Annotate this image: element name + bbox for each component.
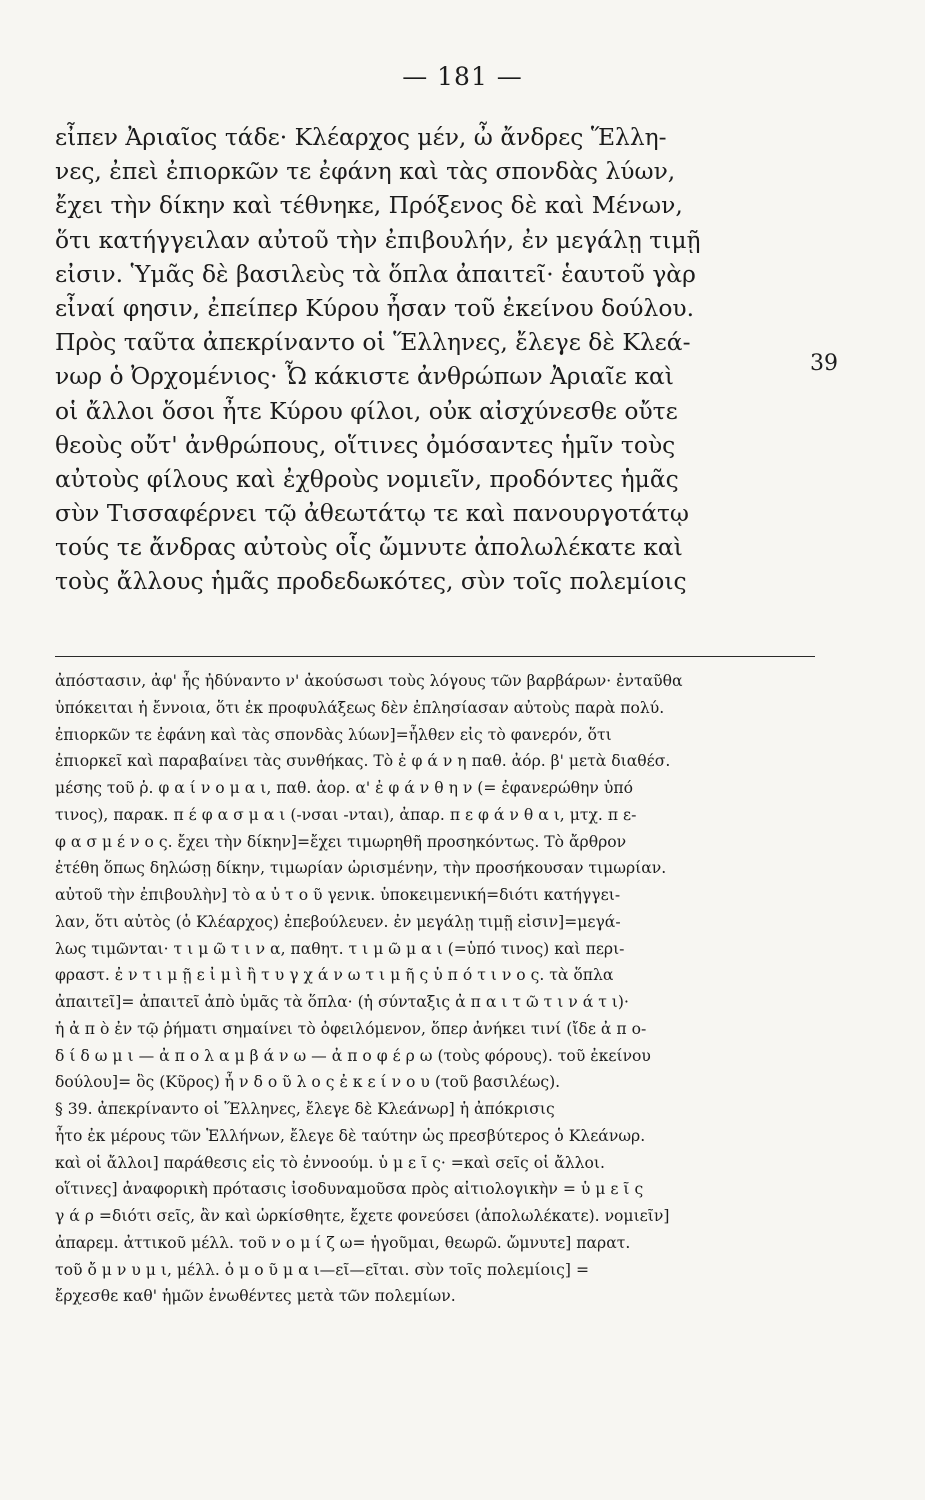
main-text-line: σὺν Τισσαφέρνει τῷ ἀθεωτάτῳ τε καὶ πανουργοτάτῳ (55, 499, 690, 528)
main-text-line: ὅτι κατήγγειλαν αὐτοῦ τὴν ἐπιβουλήν, ἐν μεγάλῃ τιμῇ (55, 225, 701, 254)
main-text-line: εἶναί φησιν, ἐπείπερ Κύρου ἦσαν τοῦ ἐκείνου δούλου. (55, 293, 695, 322)
note-line: ἐπιορκῶν τε ἐφάνη καὶ τὰς σπονδὰς λύων]=ἦλθεν εἰς τὸ φανερόν, ὅτι (55, 725, 612, 744)
note-line: ἐτέθη ὅπως δηλώσῃ δίκην, τιμωρίαν ὡρισμένην, τὴν προσήκουσαν τιμωρίαν. (55, 859, 667, 878)
main-text-line: ἔχει τὴν δίκην καὶ τέθνηκε, Πρόξενος δὲ καὶ Μένων, (55, 191, 683, 220)
note-line: λαν, ὅτι αὐτὸς (ὁ Κλέαρχος) ἐπεβούλευεν. ἐν μεγάλῃ τιμῇ εἰσιν]=μεγά- (55, 912, 621, 931)
main-text-line: τοὺς ἄλλους ἡμᾶς προδεδωκότες, σὺν τοῖς πολεμίοις (55, 567, 687, 596)
note-line: φραστ. ἐ ν τ ι μ ῇ ε ἰ μ ὶ ἢ τ υ γ χ ά ν ω τ ι μ ῆ ς ὑ π ό τ ι ν ο ς. τὰ ὅπλα (55, 966, 614, 985)
main-text-line: νες, ἐπεὶ ἐπιορκῶν τε ἐφάνη καὶ τὰς σπονδὰς λύων, (55, 157, 676, 186)
main-text-line: οἱ ἄλλοι ὅσοι ἦτε Κύρου φίλοι, οὐκ αἰσχύνεσθε οὔτε (55, 396, 678, 425)
note-line: λως τιμῶνται· τ ι μ ῶ τ ι ν α, παθητ. τ ι μ ῶ μ α ι (=ὑπό τινος) καὶ περι- (55, 939, 625, 958)
note-line: ἦτο ἐκ μέρους τῶν Ἑλλήνων, ἔλεγε δὲ ταύτην ὡς πρεσβύτερος ὁ Κλεάνωρ. (55, 1126, 646, 1145)
note-line: ἀπαιτεῖ]= ἀπαιτεῖ ἀπὸ ὑμᾶς τὰ ὅπλα· (ἡ σύνταξις ἀ π α ι τ ῶ τ ι ν ά τ ι)· (55, 993, 629, 1011)
main-text-line: εἶπεν Ἀριαῖος τάδε· Κλέαρχος μέν, ὦ ἄνδρες Ἕλλη- (55, 123, 667, 151)
note-line: μέσης τοῦ ῥ. φ α ί ν ο μ α ι, παθ. ἀορ. α' ἐ φ ά ν θ η ν (= ἐφανερώθην ὑπό (55, 779, 633, 797)
note-line: δούλου]= ὃς (Κῦρος) ἦ ν δ ο ῦ λ ο ς ἐ κ ε ί ν ο υ (τοῦ βασιλέως). (55, 1073, 561, 1092)
page-number: — 181 — (402, 62, 523, 91)
note-line: ὑπόκειται ἡ ἔννοια, ὅτι ἐκ προφυλάξεως δὲν ἐπλησίασαν αὐτοὺς παρὰ πολύ. (55, 698, 665, 717)
commentary-notes (55, 668, 820, 1310)
main-text-line: Πρὸς ταῦτα ἀπεκρίναντο οἱ Ἕλληνες, ἔλεγε δὲ Κλεά- (55, 328, 691, 357)
note-line: ἀπαρεμ. ἀττικοῦ μέλλ. τοῦ ν ο μ ί ζ ω= ἡγοῦμαι, θεωρῶ. ὤμνυτε] παρατ. (55, 1233, 631, 1252)
main-text (55, 120, 795, 599)
note-line: τοῦ ὄ μ ν υ μ ι, μέλλ. ὀ μ ο ῦ μ α ι—εῖ—εῖται. σὺν τοῖς πολεμίοις] = (55, 1260, 590, 1279)
note-line: ἐπιορκεῖ καὶ παραβαίνει τὰς συνθήκας. Τὸ ἐ φ ά ν η παθ. ἀόρ. β' μετὰ διαθέσ. (55, 752, 671, 771)
main-text-line: νωρ ὁ Ὀρχομένιος· Ὦ κάκιστε ἀνθρώπων Ἀριαῖε καὶ (55, 362, 674, 391)
main-text-line: τούς τε ἄνδρας αὐτοὺς οἷς ὤμνυτε ἀπολωλέκατε καὶ (55, 533, 683, 562)
note-line: οἵτινες] ἀναφορικὴ πρότασις ἰσοδυναμοῦσα πρὸς αἰτιολογικὴν = ὑ μ ε ῖ ς (55, 1180, 644, 1199)
section-margin-number: 39 (810, 351, 838, 376)
note-line: ἔρχεσθε καθ' ἡμῶν ἑνωθέντες μετὰ τῶν πολεμίων. (55, 1287, 456, 1306)
main-text-line: αὐτοὺς φίλους καὶ ἐχθροὺς νομιεῖν, προδόντες ἡμᾶς (55, 464, 679, 493)
note-line: γ ά ρ =διότι σεῖς, ἂν καὶ ὡρκίσθητε, ἔχετε φονεύσει (ἀπολωλέκατε). νομιεῖν] (55, 1207, 670, 1225)
note-line: καὶ οἱ ἄλλοι] παράθεσις εἰς τὸ ἐννοούμ. ὑ μ ε ῖ ς· =καὶ σεῖς οἱ ἄλλοι. (55, 1153, 605, 1172)
note-line: δ ί δ ω μ ι — ἀ π ο λ α μ β ά ν ω — ἀ π ο φ έ ρ ω (τοὺς φόρους). τοῦ ἐκείνου (55, 1046, 651, 1065)
footnote-divider (55, 656, 815, 657)
note-line: τινος), παρακ. π έ φ α σ μ α ι (-νσαι -νται), ἀπαρ. π ε φ ά ν θ α ι, μτχ. π ε- (55, 805, 637, 824)
main-text-line: θεοὺς οὔτ' ἀνθρώπους, οἵτινες ὀμόσαντες ἡμῖν τοὺς (55, 430, 676, 459)
note-line: αὐτοῦ τὴν ἐπιβουλὴν] τὸ α ὐ τ ο ῦ γενικ. ὑποκειμενική=διότι κατήγγει- (55, 886, 621, 904)
note-line: § 39. ἀπεκρίναντο οἱ Ἕλληνες, ἔλεγε δὲ Κλεάνωρ] ἡ ἀπόκρισις (55, 1100, 555, 1118)
note-line: φ α σ μ έ ν ο ς. ἔχει τὴν δίκην]=ἔχει τιμωρηθῆ προσηκόντως. Τὸ ἄρθρον (55, 832, 627, 851)
note-line: ἀπόστασιν, ἀφ' ἧς ἠδύναντο ν' ἀκούσωσι τοὺς λόγους τῶν βαρβάρων· ἐνταῦθα (55, 672, 683, 690)
note-line: ἡ ἀ π ὸ ἐν τῷ ῥήματι σημαίνει τὸ ὀφειλόμενον, ὅπερ ἀνήκει τινί (ἴδε ἀ π ο- (55, 1019, 647, 1038)
main-text-line: εἰσιν. Ὑμᾶς δὲ βασιλεὺς τὰ ὅπλα ἀπαιτεῖ· ἑαυτοῦ γὰρ (55, 259, 696, 288)
